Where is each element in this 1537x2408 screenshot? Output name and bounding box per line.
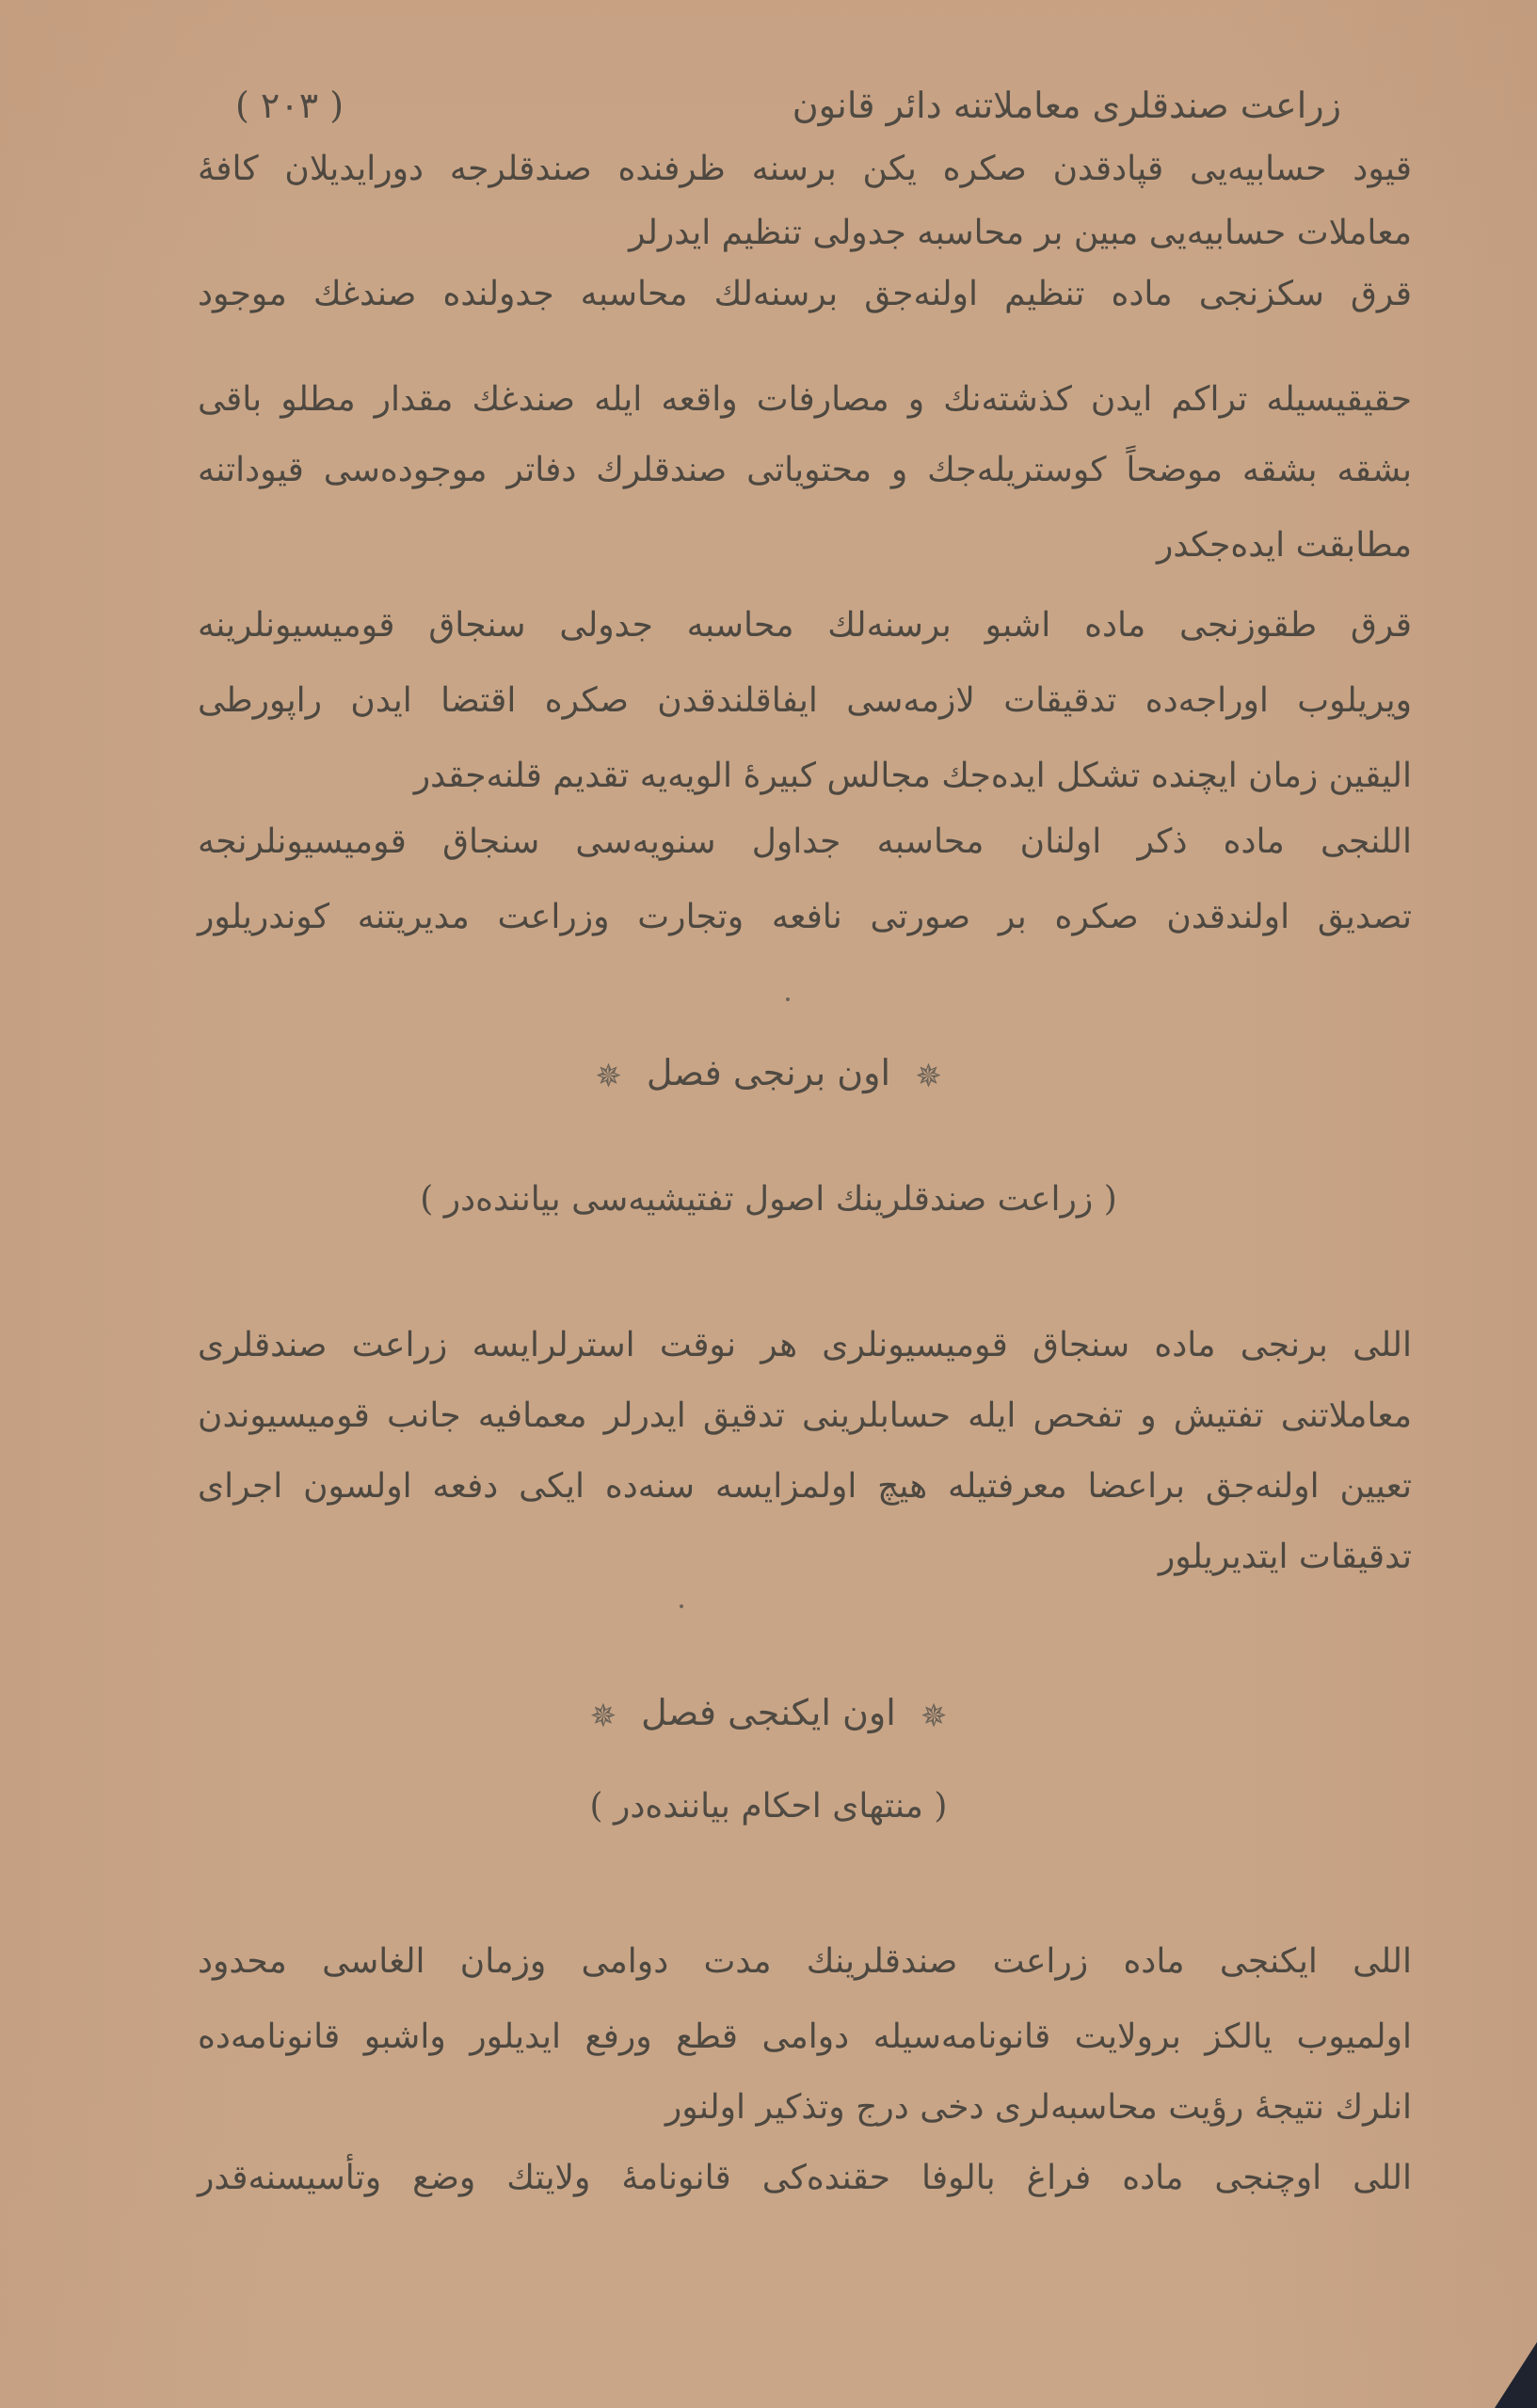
star-ornament-icon: ✵: [920, 1697, 948, 1735]
text-line: حقیقیسیله تراكم ایدن كذشته‌نك و مصارفات واقعه ایله صندغك مقدار مطلو باقی: [198, 380, 1412, 419]
article-50-line: اللنجی ماده ذكر اولنان محاسبه جداول سنویه‌سی سنجاق قومیسیونلرنجه: [198, 822, 1412, 861]
article-48-line: قرق سکزنجی ماده تنظیم اولنه‌جق برسنه‌لك محاسبه جدولنده صندغك موجود: [198, 275, 1412, 313]
chapter-11-subtitle: ( منتهای احكام بیانندەدر ): [589, 1787, 948, 1826]
text-line: تدقیقات ایتدیریلور: [1158, 1538, 1412, 1576]
text-line: قیود حسابیه‌یی قپادقدن صکره یکن برسنه ظرفنده صندقلرجه دورایدیلان کافهٔ: [198, 150, 1412, 188]
ink-speck: [786, 997, 790, 1001]
page-header: [235, 77, 1393, 134]
chapter-10-heading: [0, 1045, 1537, 1105]
chapter-10-title: اون برنجی فصل: [646, 1052, 891, 1093]
text-line: مطابقت ایده‌جكدر: [1156, 526, 1412, 565]
article-51-line: اللی برنجی ماده سنجاق قومیسیونلری هر نوقت استرلرایسه زراعت صندقلری: [198, 1326, 1412, 1364]
chapter-11-heading: [0, 1684, 1537, 1745]
text-line: بشقه بشقه موضحاً كوستریله‌جك و محتویاتی صندقلرك دفاتر موجوده‌سی قیوداتنه: [198, 451, 1412, 489]
text-line: اولمیوب یالكز برولایت قانونامه‌سیله دوامی قطع ورفع ایدیلور واشبو قانونامه‌ده: [198, 2017, 1412, 2056]
text-line: معاملات حسابیه‌یی مبین بر محاسبه جدولی تنظیم ایدرلر: [629, 214, 1412, 252]
text-line: الیقین زمان ایچنده تشكل ایده‌جك مجالس كبیرهٔ الویه‌یه تقدیم قلنه‌جقدر: [413, 757, 1412, 795]
text-line: ویریلوب اوراجه‌ده تدقیقات لازمه‌سی ایفاقلندقدن صكره اقتضا ایدن راپورطی: [198, 681, 1412, 720]
text-line: معاملاتنی تفتیش و تفحص ایله حسابلرینی تدقیق ایدرلر معمافیه جانب قومیسیوندن: [198, 1396, 1412, 1435]
star-ornament-icon: ✵: [589, 1697, 617, 1735]
star-ornament-icon: ✵: [915, 1057, 942, 1095]
running-title: زراعت صندقلری معاملاتنه دائر قانون: [792, 85, 1341, 126]
text-line: انلرك نتیجهٔ رؤیت محاسبه‌لری دخی درج وتذكیر اولنور: [664, 2088, 1412, 2127]
page-number: ( ۲۰۳ ): [235, 85, 344, 126]
article-53-line: اللی اوچنجی ماده فراغ بالوفا حقنده‌كی قانونامهٔ ولایتك وضع وتأسیسنه‌قدر: [198, 2159, 1412, 2197]
text-line: تعیین اولنه‌جق براعضا معرفتیله هیچ اولمزایسه سنه‌ده ایكی دفعه اولسون اجرای: [198, 1467, 1412, 1506]
ink-speck: [680, 1604, 683, 1608]
text-line: تصدیق اولندقدن صكره بر صورتی نافعه وتجارت وزراعت مدیریتنه كوندریلور: [198, 898, 1412, 936]
chapter-10-subtitle: ( زراعت صندقلرینك اصول تفتیشیه‌سی بیانندەدر ): [420, 1180, 1117, 1219]
chapter-11-title: اون ایكنجی فصل: [641, 1692, 896, 1733]
article-49-line: قرق طقوزنجی ماده اشبو برسنه‌لك محاسبه جدولی سنجاق قومیسیونلرینه: [198, 606, 1412, 645]
article-52-line: اللی ایكنجی ماده زراعت صندقلرینك مدت دوامی وزمان الغاسی محدود: [198, 1942, 1412, 1981]
scan-corner-shadow: [1495, 2342, 1537, 2408]
star-ornament-icon: ✵: [595, 1057, 622, 1095]
